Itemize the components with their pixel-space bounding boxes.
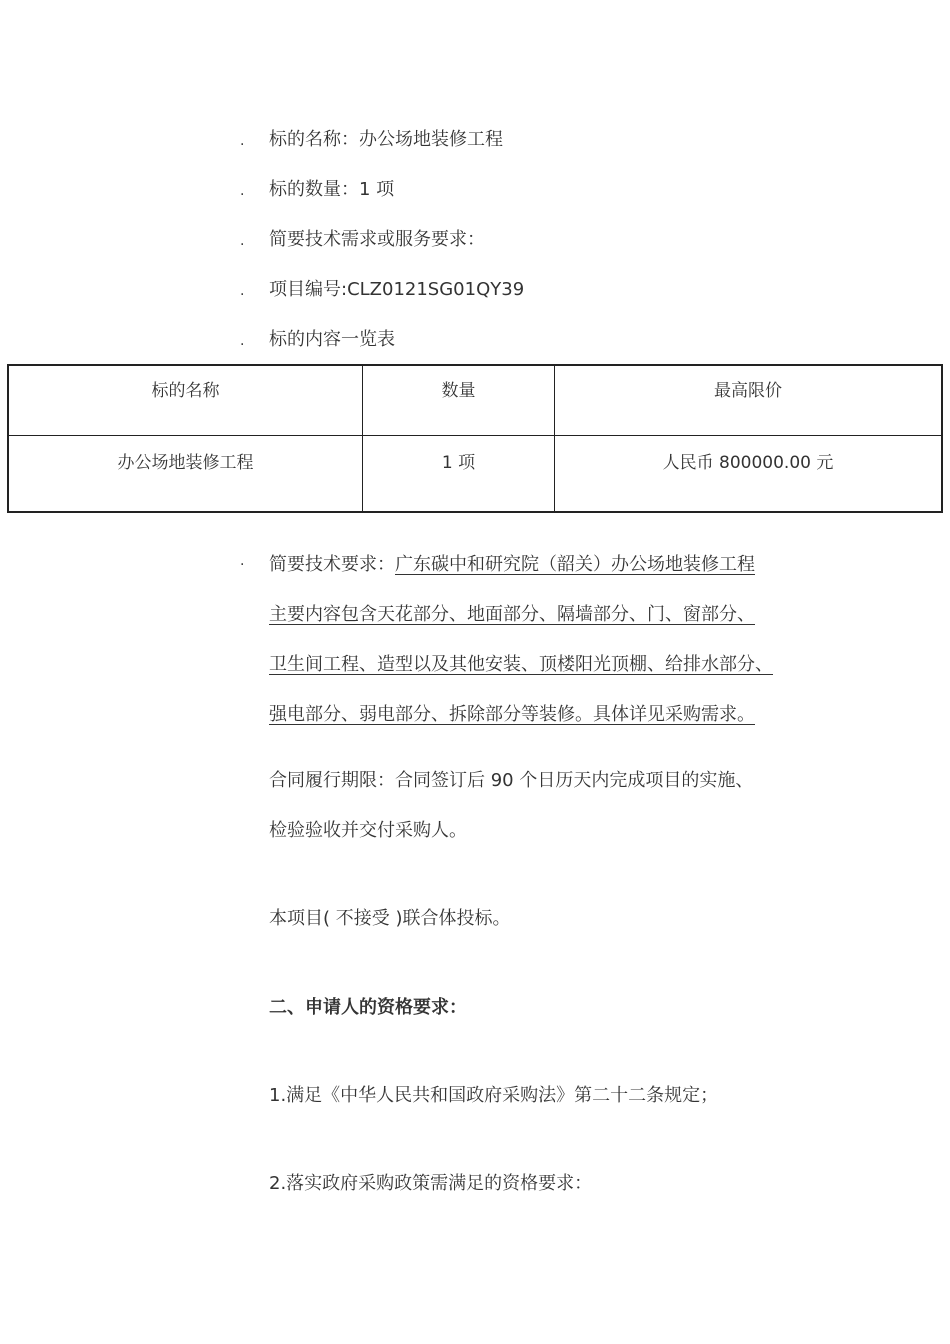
bullet-dot: . xyxy=(240,183,245,199)
bullet-item xyxy=(240,128,503,153)
cell-subject-name: 办公场地装修工程 xyxy=(8,436,363,513)
bullet-item xyxy=(240,178,394,203)
table-row xyxy=(8,436,942,513)
qualification-item-2: 2.落实政府采购政策需满足的资格要求： xyxy=(269,1173,593,1194)
contract-line-1: 合同履行期限：合同签订后 90 个日历天内完成项目的实施、 xyxy=(269,770,754,791)
bullet-item xyxy=(240,328,395,353)
content-table-title: 标的内容一览表 xyxy=(269,329,395,350)
header-max-price: 最高限价 xyxy=(555,365,943,436)
subject-name-line: 标的名称：办公场地装修工程 xyxy=(269,129,503,150)
table-header-row xyxy=(8,365,942,436)
requirements-line: 简要技术需求或服务要求： xyxy=(269,229,485,250)
header-quantity: 数量 xyxy=(363,365,555,436)
tech-text-underlined: 广东碳中和研究院（韶关）办公场地装修工程 xyxy=(395,554,755,575)
cell-max-price: 人民币 800000.00 元 xyxy=(555,436,943,513)
consortium-statement: 本项目( 不接受 )联合体投标。 xyxy=(269,908,511,929)
bullet-dot: . xyxy=(240,233,245,249)
bullet-item xyxy=(240,228,485,253)
bullet-dot: . xyxy=(240,133,245,149)
bullet-item xyxy=(240,278,524,303)
tech-line-2: 主要内容包含天花部分、地面部分、隔墙部分、门、窗部分、 xyxy=(269,604,755,625)
tech-label: 简要技术要求： xyxy=(269,554,395,575)
tech-line-4: 强电部分、弱电部分、拆除部分等装修。具体详见采购需求。 xyxy=(269,704,755,725)
bullet-dot: . xyxy=(240,553,245,569)
contract-period-paragraph xyxy=(269,756,809,856)
project-number-line: 项目编号:CLZ0121SG01QY39 xyxy=(269,279,525,300)
subject-quantity-line: 标的数量：1 项 xyxy=(269,179,395,200)
tech-line-1 xyxy=(269,540,809,590)
bullet-dot: . xyxy=(240,283,245,299)
content-table xyxy=(7,364,943,513)
section-2-heading: 二、申请人的资格要求： xyxy=(269,997,467,1018)
tech-line-3: 卫生间工程、造型以及其他安装、顶楼阳光顶棚、给排水部分、 xyxy=(269,654,773,675)
header-subject-name: 标的名称 xyxy=(8,365,363,436)
cell-quantity: 1 项 xyxy=(363,436,555,513)
contract-line-2: 检验验收并交付采购人。 xyxy=(269,820,467,841)
tech-requirements-block xyxy=(269,540,809,740)
qualification-item-1: 1.满足《中华人民共和国政府采购法》第二十二条规定； xyxy=(269,1085,719,1106)
bullet-dot: . xyxy=(240,333,245,349)
